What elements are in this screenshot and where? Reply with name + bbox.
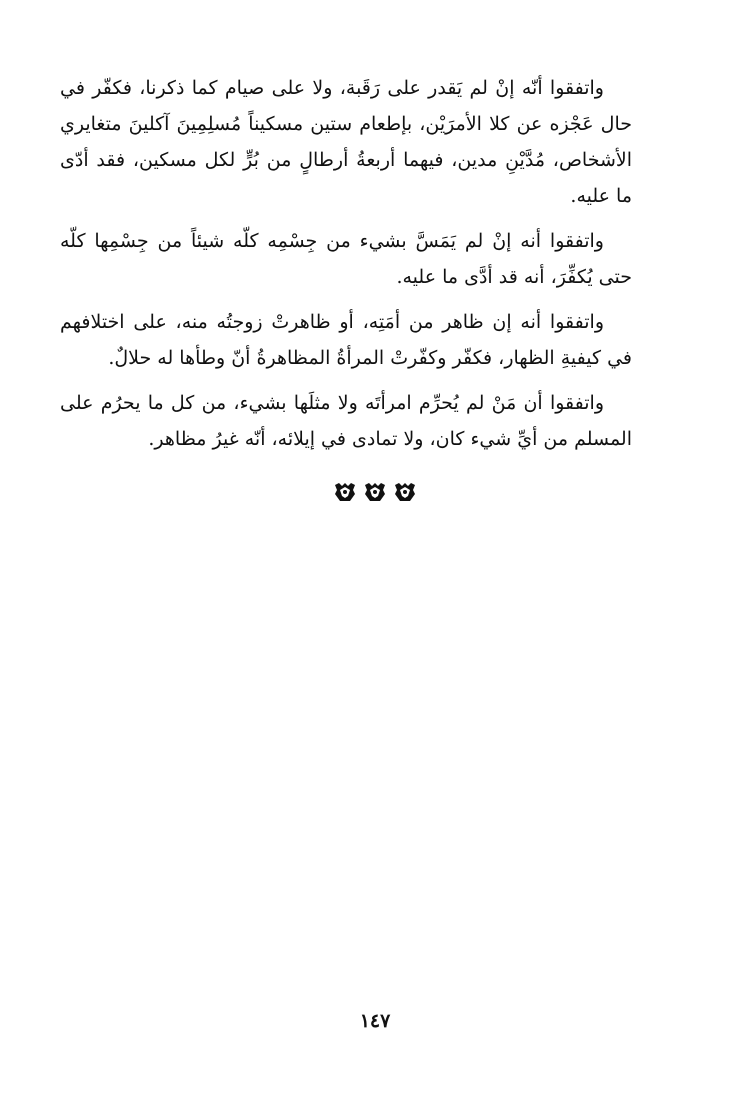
page-number: ١٤٧ xyxy=(359,1010,391,1032)
section-divider xyxy=(0,482,750,502)
paragraph-2: واتفقوا أنه إنْ لم يَمَسَّ بشيء من جِسْمِه كلّه شيئاً من جِسْمِها كلّه حتى يُكفِّرَ، أنه قد أدَّى ما عليه. xyxy=(60,230,632,288)
ornament-icon xyxy=(334,482,356,502)
paragraph-4: واتفقوا أن مَنْ لم يُحرِّم امرأتَه ولا مثلَها بشيء، من كل ما يحرُم على المسلم من أيِّ شيء كان، ولا تمادى في إيلائه، أنّه غيرُ مظاهر. xyxy=(60,392,632,450)
paragraph-3: واتفقوا أنه إن ظاهر من أمَتِه، أو ظاهرتْ زوجتُه منه، على اختلافهم في كيفيةِ الظهار، فكفّر وكفّرتْ المرأةُ المظاهرةُ أنّ وطأها له حلالٌ. xyxy=(60,311,632,369)
ornament-icon xyxy=(364,482,386,502)
paragraph-1: واتفقوا أنّه إنْ لم يَقدر على رَقَبة، ولا على صيام كما ذكرنا، فكفّر في حال عَجْزه عن كلا الأمرَيْن، بإطعام ستين مسكيناً مُسلِمِينَ آكلينَ متغايري الأشخاص، مُدَّيْنِ مدين، فيهما أربعةُ أرطالٍ من بُرٍّ لكل مسكين، فقد أدّى ما عليه. xyxy=(60,77,632,207)
body-text xyxy=(60,70,632,466)
ornament-icon xyxy=(394,482,416,502)
